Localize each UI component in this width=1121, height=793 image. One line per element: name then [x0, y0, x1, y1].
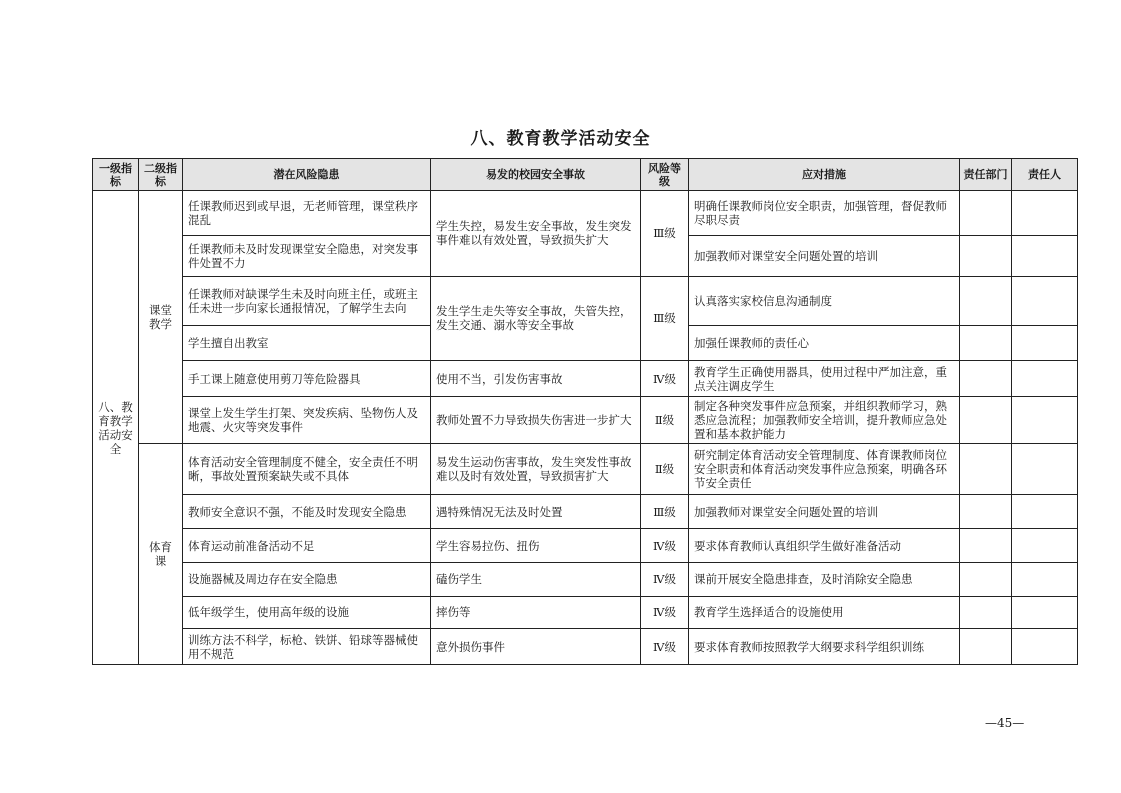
person-cell	[1012, 629, 1078, 665]
risk-level-cell: Ⅳ级	[641, 629, 689, 665]
dept-cell	[960, 443, 1012, 494]
table-row	[93, 494, 1078, 529]
dept-cell	[960, 562, 1012, 596]
person-cell	[1012, 562, 1078, 596]
table-row	[93, 596, 1078, 629]
page-title: 八、教育教学活动安全	[470, 129, 651, 149]
dept-cell	[960, 361, 1012, 397]
accident-cell: 发生学生走失等安全事故，失管失控，发生交通、溺水等安全事故	[431, 276, 641, 361]
measure-cell: 要求体育教师按照教学大纲要求科学组织训练	[689, 629, 960, 665]
accident-cell: 磕伤学生	[431, 562, 641, 596]
page-number: —45—	[985, 716, 1025, 730]
header-person: 责任人	[1012, 159, 1078, 191]
risk-table	[92, 158, 1078, 665]
header-accident: 易发的校园安全事故	[431, 159, 641, 191]
hazard-cell: 课堂上发生学生打架、突发疾病、坠物伤人及地震、火灾等突发事件	[183, 396, 431, 443]
measure-cell: 认真落实家校信息沟通制度	[689, 276, 960, 325]
person-cell	[1012, 596, 1078, 629]
dept-cell	[960, 529, 1012, 563]
hazard-cell: 设施器械及周边存在安全隐患	[183, 562, 431, 596]
person-cell	[1012, 494, 1078, 529]
hazard-cell: 手工课上随意使用剪刀等危险器具	[183, 361, 431, 397]
table-row	[93, 529, 1078, 563]
accident-cell: 意外损伤事件	[431, 629, 641, 665]
table-row	[93, 562, 1078, 596]
risk-level-cell: Ⅱ级	[641, 396, 689, 443]
dept-cell	[960, 596, 1012, 629]
hazard-cell: 学生擅自出教室	[183, 325, 431, 361]
hazard-cell: 体育活动安全管理制度不健全，安全责任不明晰，事故处置预案缺失或不具体	[183, 443, 431, 494]
hazard-cell: 教师安全意识不强，不能及时发现安全隐患	[183, 494, 431, 529]
measure-cell: 要求体育教师认真组织学生做好准备活动	[689, 529, 960, 563]
header-risk-level: 风险等级	[641, 159, 689, 191]
hazard-cell: 训练方法不科学，标枪、铁饼、铅球等器械使用不规范	[183, 629, 431, 665]
person-cell	[1012, 191, 1078, 236]
hazard-cell: 任课教师迟到或早退，无老师管理，课堂秩序混乱	[183, 191, 431, 236]
accident-cell: 学生容易拉伤、扭伤	[431, 529, 641, 563]
risk-level-cell: Ⅳ级	[641, 361, 689, 397]
level1-cell: 八、教育教学活动安全	[93, 191, 139, 665]
accident-cell: 易发生运动伤害事故，发生突发性事故难以及时有效处置，导致损害扩大	[431, 443, 641, 494]
dept-cell	[960, 325, 1012, 361]
dept-cell	[960, 276, 1012, 325]
person-cell	[1012, 529, 1078, 563]
accident-cell: 摔伤等	[431, 596, 641, 629]
measure-cell: 制定各种突发事件应急预案，并组织教师学习，熟悉应急流程；加强教师安全培训，提升教师应急处置和基本救护能力	[689, 396, 960, 443]
table-row	[93, 361, 1078, 397]
risk-level-cell: Ⅲ级	[641, 191, 689, 277]
accident-cell: 学生失控，易发生安全事故，发生突发事件难以有效处置，导致损失扩大	[431, 191, 641, 277]
accident-cell: 教师处置不力导致损失伤害进一步扩大	[431, 396, 641, 443]
risk-level-cell: Ⅲ级	[641, 276, 689, 361]
dept-cell	[960, 396, 1012, 443]
risk-level-cell: Ⅱ级	[641, 443, 689, 494]
risk-level-cell: Ⅳ级	[641, 562, 689, 596]
person-cell	[1012, 361, 1078, 397]
dept-cell	[960, 235, 1012, 276]
header-row	[93, 159, 1078, 191]
person-cell	[1012, 235, 1078, 276]
accident-cell: 遇特殊情况无法及时处置	[431, 494, 641, 529]
table-row	[93, 191, 1078, 236]
measure-cell: 教育学生选择适合的设施使用	[689, 596, 960, 629]
header-level2: 二级指标	[139, 159, 183, 191]
dept-cell	[960, 629, 1012, 665]
hazard-cell: 低年级学生，使用高年级的设施	[183, 596, 431, 629]
header-measures: 应对措施	[689, 159, 960, 191]
accident-cell: 使用不当，引发伤害事故	[431, 361, 641, 397]
measure-cell: 明确任课教师岗位安全职责，加强管理，督促教师尽职尽责	[689, 191, 960, 236]
measure-cell: 加强任课教师的责任心	[689, 325, 960, 361]
table-row	[93, 276, 1078, 325]
hazard-cell: 任课教师未及时发现课堂安全隐患，对突发事件处置不力	[183, 235, 431, 276]
dept-cell	[960, 191, 1012, 236]
header-hazard: 潜在风险隐患	[183, 159, 431, 191]
table-row	[93, 629, 1078, 665]
dept-cell	[960, 494, 1012, 529]
measure-cell: 教育学生正确使用器具，使用过程中严加注意，重点关注调皮学生	[689, 361, 960, 397]
risk-level-cell: Ⅳ级	[641, 596, 689, 629]
person-cell	[1012, 276, 1078, 325]
person-cell	[1012, 396, 1078, 443]
person-cell	[1012, 325, 1078, 361]
hazard-cell: 任课教师对缺课学生未及时向班主任，或班主任未进一步向家长通报情况，了解学生去向	[183, 276, 431, 325]
measure-cell: 加强教师对课堂安全问题处置的培训	[689, 494, 960, 529]
measure-cell: 课前开展安全隐患排查，及时消除安全隐患	[689, 562, 960, 596]
group-pe: 体育课	[139, 443, 183, 664]
measure-cell: 加强教师对课堂安全问题处置的培训	[689, 235, 960, 276]
risk-level-cell: Ⅳ级	[641, 529, 689, 563]
header-level1: 一级指标	[93, 159, 139, 191]
hazard-cell: 体育运动前准备活动不足	[183, 529, 431, 563]
risk-level-cell: Ⅲ级	[641, 494, 689, 529]
table-row	[93, 396, 1078, 443]
table-row	[93, 443, 1078, 494]
group-classroom: 课堂教学	[139, 191, 183, 444]
measure-cell: 研究制定体育活动安全管理制度、体育课教师岗位安全职责和体育活动突发事件应急预案，明确各环节安全责任	[689, 443, 960, 494]
header-dept: 责任部门	[960, 159, 1012, 191]
person-cell	[1012, 443, 1078, 494]
